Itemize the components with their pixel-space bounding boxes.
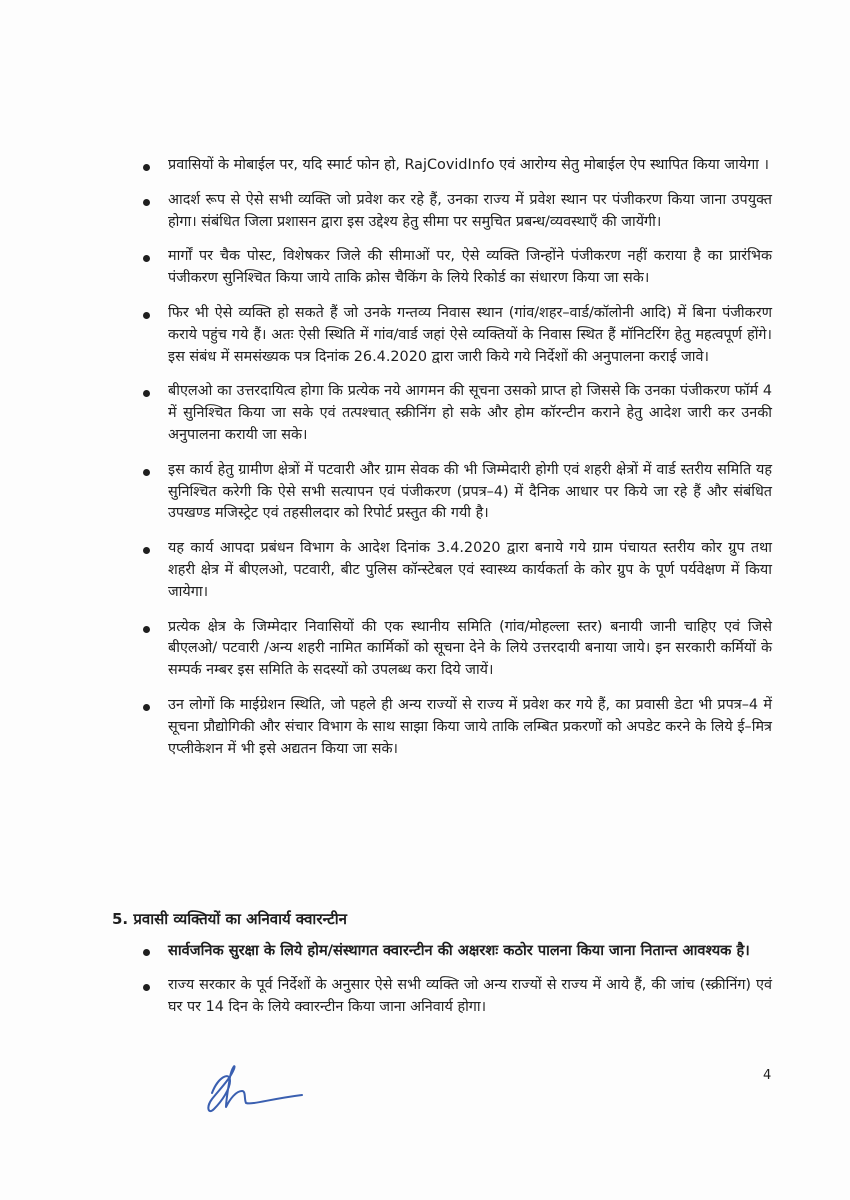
bullet-dot-icon — [143, 469, 150, 476]
bullet-text: मार्गों पर चैक पोस्ट, विशेषकर जिले की सीमाओं पर, ऐसे व्यक्ति जिन्होंने पंजीकरण नहीं कराया है का प्रारंभिक पंजीकरण सुनिश्चित किया जाये ताकि क्रोस चैकिंग के लिये रिकोर्ड का संधारण किया जा सके। — [168, 248, 772, 287]
bullet-dot-icon — [143, 984, 150, 991]
bullet-text: आदर्श रूप से ऐसे सभी व्यक्ति जो प्रवेश कर रहे हैं, उनका राज्य में प्रवेश स्थान पर पंजीकरण किया जाना उपयुक्त होगा। संबंधित जिला प्रशासन द्वारा इस उद्देश्य हेतु सीमा पर समुचित प्रबन्ध/व्यवस्थाऍं की जायेंगी। — [168, 191, 772, 230]
bullet-text: प्रत्येक क्षेत्र के जिम्मेदार निवासियों की एक स्थानीय समिति (गांव/मोहल्ला स्तर) बनायी जानी चाहिए एवं जिसे बीएलओ/ पटवारी /अन्य शहरी नामित कार्मिकों को सूचना देने के लिये उत्तरदायी बनाया जाये। इन सरकारी कर्मियों के सम्पर्क नम्बर इस समिति के सदस्यों को उपलब्ध करा दिये जायें। — [168, 618, 772, 679]
bullet-item — [140, 940, 772, 962]
section-heading: 5. प्रवासी व्यक्तियों का अनिवार्य क्वारन्टीन — [112, 910, 347, 928]
bullet-text: यह कार्य आपदा प्रबंधन विभाग के आदेश दिनांक 3.4.2020 द्वारा बनाये गये ग्राम पंचायत स्तरीय कोर ग्रुप तथा शहरी क्षेत्र में बीएलओ, पटवारी, बीट पुलिस कॉन्स्टेबल एवं स्वास्थ्य कार्यकर्ता के कोर ग्रुप के पूर्ण पर्यवेक्षण में किया जायेगा। — [168, 540, 772, 600]
bullet-dot-icon — [143, 255, 150, 262]
bullet-item — [140, 975, 772, 1019]
bullet-dot-icon — [143, 312, 150, 319]
bullet-dot-icon — [143, 199, 150, 206]
section-bullet-list — [140, 940, 772, 1031]
bullet-text: बीएलओ का उत्तरदायित्व होगा कि प्रत्येक नये आगमन की सूचना उसको प्राप्त हो जिससे कि उनका पंजीकरण फॉर्म 4 में सुनिश्चित किया जा सके एवं तत्पश्चात् स्क्रीनिंग हो सके और होम कॉरन्टीन कराने हेतु आदेश जारी कर उनकी अनुपालना करायी जा सके। — [168, 383, 772, 443]
bullet-item — [140, 538, 772, 603]
page-number: 4 — [763, 1068, 772, 1083]
bullet-text: प्रवासियों के मोबाईल पर, यदि स्मार्ट फोन हो, RajCovidInfo एवं आरोग्य सेतु मोबाईल ऐप स्थापित किया जायेगा । — [168, 157, 769, 173]
bullet-dot-icon — [143, 390, 150, 397]
bullet-dot-icon — [143, 949, 150, 956]
bullet-item — [140, 155, 772, 177]
bullet-item — [140, 381, 772, 446]
bullet-text: इस कार्य हेतु ग्रामीण क्षेत्रों में पटवारी और ग्राम सेवक की भी जिम्मेदारी होगी एवं शहरी क्षेत्रों में वार्ड स्तरीय समिति यह सुनिश्चित करेगी कि ऐसे सभी सत्यापन एवं पंजीकरण (प्रपत्र–4) में दैनिक आधार पर किये जा रहे हैं और संबंधित उपखण्ड मजिस्ट्रेट एवं तहसीलदार को रिपोर्ट प्रस्तुत की गयी है। — [168, 461, 772, 522]
bullet-item — [140, 617, 772, 682]
signature — [200, 1055, 320, 1129]
bullet-item — [140, 246, 772, 290]
signature-icon — [200, 1055, 320, 1125]
bullet-dot-icon — [143, 547, 150, 554]
bullet-item — [140, 695, 772, 760]
bullet-text: सार्वजनिक सुरक्षा के लिये होम/संस्थागत क्वारन्टीन की अक्षरशः कठोर पालना किया जाना नितान्त आवश्यक है। — [168, 942, 750, 959]
bullet-text: फिर भी ऐसे व्यक्ति हो सकते हैं जो उनके गन्तव्य निवास स्थान (गांव/शहर–वार्ड/कॉलोनी आदि) में बिना पंजीकरण कराये पहुंच गये हैं। अतः ऐसी स्थिति में गांव/वार्ड जहां ऐसे व्यक्तियों के निवास स्थित हैं मॉनिटरिंग हेतु महत्वपूर्ण होंगे। इस संबंध में समसंख्यक पत्र दिनांक 26.4.2020 द्वारा जारी किये गये निर्देशों की अनुपालना कराई जावे। — [168, 304, 772, 365]
bullet-item — [140, 190, 772, 234]
bullet-item — [140, 460, 772, 525]
bullet-item — [140, 303, 772, 368]
bullet-list — [140, 155, 772, 773]
bullet-text: राज्य सरकार के पूर्व निर्देशों के अनुसार ऐसे सभी व्यक्ति जो अन्य राज्यों से राज्य में आये हैं, की जांच (स्क्रीनिंग) एवं घर पर 14 दिन के लिये क्वारन्टीन किया जाना अनिवार्य होगा। — [168, 976, 772, 1015]
bullet-dot-icon — [143, 704, 150, 711]
bullet-text: उन लोगों कि माईग्रेशन स्थिति, जो पहले ही अन्य राज्यों से राज्य में प्रवेश कर गये हैं, का प्रवासी डेटा भी प्रपत्र–4 में सूचना प्रौद्योगिकी और संचार विभाग के साथ साझा किया जाये ताकि लम्बित प्रकरणों को अपडेट करने के लिये ई–मित्र एप्लीकेशन में भी इसे अद्यतन किया जा सके। — [168, 696, 773, 757]
bullet-dot-icon — [143, 626, 150, 633]
bullet-dot-icon — [143, 164, 150, 171]
